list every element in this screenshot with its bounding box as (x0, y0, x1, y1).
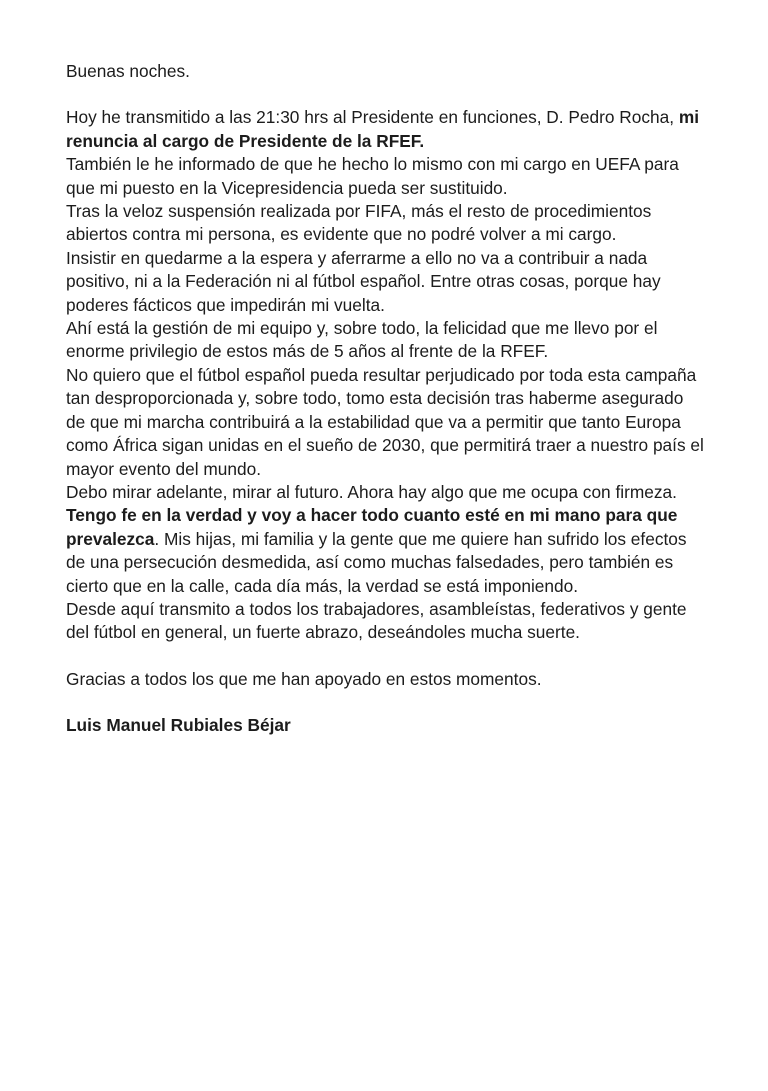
paragraph-uefa: También le he informado de que he hecho lo mismo con mi cargo en UEFA para que mi puesto en la Vicepresidencia pueda ser sustituido. (66, 154, 679, 198)
paragraph-insist: Insistir en quedarme a la espera y aferrarme a ello no va a contribuir a nada positivo, ni a la Federación ni al fútbol español. Entre otras cosas, porque hay poderes fácticos que impedirán mi vuelta. (66, 247, 661, 315)
paragraph-resignation-text: Hoy he transmitido a las 21:30 hrs al Presidente en funciones, D. Pedro Rocha, (66, 107, 679, 128)
signature: Luis Manuel Rubiales Béjar (66, 715, 291, 736)
resignation-bold-text: mi renuncia al cargo de Presidente de la RFEF. (66, 107, 700, 151)
greeting: Buenas noches. (66, 61, 190, 81)
truth-bold-text: Tengo fe en la verdad y voy a hacer todo cuanto esté en mi mano para que prevalezca (66, 505, 678, 549)
paragraph-resignation (66, 106, 706, 153)
paragraph-thanks: Gracias a todos los que me han apoyado en estos momentos. (66, 668, 542, 689)
paragraph-future-text-2: . Mis hijas, mi familia y la gente que me quiere han sufrido los efectos de una persecución desmedida, así como muchas falsedades, pero también es cierto que en la calle, cada día más, la verdad se está imponiendo. (66, 528, 687, 596)
paragraph-football: No quiero que el fútbol español pueda resultar perjudicado por toda esta campaña tan desproporcionada y, sobre todo, tomo esta decisión tras haberme asegurado de que mi marcha contribuirá a la estabilidad que va a permitir que tanto Europa como África sigan unidas en el sueño de 2030, que permitirá traer a nuestro país el mayor evento del mundo. (66, 364, 704, 479)
paragraph-future-text-1: Debo mirar adelante, mirar al futuro. Ahora hay algo que me ocupa con firmeza. (66, 481, 677, 502)
paragraph-future (66, 481, 706, 598)
paragraph-management: Ahí está la gestión de mi equipo y, sobre todo, la felicidad que me llevo por el enorme privilegio de estos más de 5 años al frente de la RFEF. (66, 318, 658, 362)
letter-page (66, 60, 706, 738)
paragraph-farewell: Desde aquí transmito a todos los trabajadores, asambleístas, federativos y gente del fútbol en general, un fuerte abrazo, deseándoles mucha suerte. (66, 598, 687, 643)
paragraph-fifa: Tras la veloz suspensión realizada por FIFA, más el resto de procedimientos abiertos contra mi persona, es evidente que no podré volver a mi cargo. (66, 201, 652, 245)
